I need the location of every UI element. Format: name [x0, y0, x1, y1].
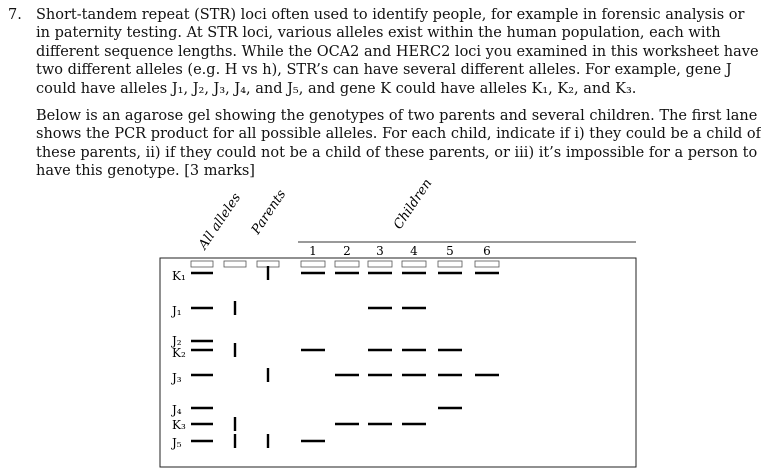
child-numbers	[309, 244, 491, 258]
allele-label: J₂	[172, 334, 182, 348]
intro-line-3: different sequence lengths. While the OCA2 and HERC2 loci you examined in this worksheet have	[36, 43, 759, 60]
intro-line-2: in paternity testing. At STR loci, various alleles exist within the human population, each with	[36, 25, 721, 42]
allele-label: J₃	[172, 371, 182, 385]
allele-label: K₃	[172, 418, 186, 432]
well-8	[438, 261, 462, 267]
child-number: 4	[410, 244, 418, 258]
well-6	[368, 261, 392, 267]
task-line-2: shows the PCR product for all possible alleles. For each child, indicate if i) they could be a child of	[36, 126, 761, 143]
allele-label: K₂	[172, 346, 186, 360]
child-number: 1	[309, 244, 317, 258]
well-5	[335, 261, 359, 267]
allele-labels	[170, 269, 186, 450]
allele-label: K₁	[172, 269, 186, 283]
well-1	[191, 261, 213, 267]
header-children: Children	[390, 176, 436, 233]
gel-border	[160, 258, 636, 467]
intro-line-4: two different alleles (e.g. H vs h), STR’s can have several different alleles. For example, gene J	[36, 62, 732, 79]
header-all-alleles: All alleles	[195, 190, 245, 253]
child-number: 2	[343, 244, 351, 258]
child-number: 3	[376, 244, 384, 258]
well-9	[475, 261, 499, 267]
child-number: 5	[446, 244, 454, 258]
well-4	[301, 261, 325, 267]
task-line-4: have this genotype. [3 marks]	[36, 163, 255, 180]
intro-line-5: could have alleles J₁, J₂, J₃, J₄, and J₅, and gene K could have alleles K₁, K₂, and K₃.	[36, 80, 637, 97]
task-line-3: these parents, ii) if they could not be a child of these parents, or iii) it’s impossible for a person to	[36, 144, 758, 161]
intro-line-1: Short-tandem repeat (STR) loci often used to identify people, for example in forensic analysis or	[36, 7, 745, 23]
task-line-1: Below is an agarose gel showing the genotypes of two parents and several children. The first lane	[36, 108, 758, 124]
well-2	[224, 261, 246, 267]
header-parents: Parents	[248, 187, 290, 238]
question-number: 7.	[8, 7, 22, 23]
gel-wells	[191, 261, 499, 267]
well-7	[402, 261, 426, 267]
child-number: 6	[483, 244, 491, 258]
gel-bands	[191, 266, 499, 448]
allele-label: J₅	[172, 436, 182, 450]
allele-label: J₄	[172, 403, 182, 417]
allele-label: J₁	[172, 304, 182, 318]
